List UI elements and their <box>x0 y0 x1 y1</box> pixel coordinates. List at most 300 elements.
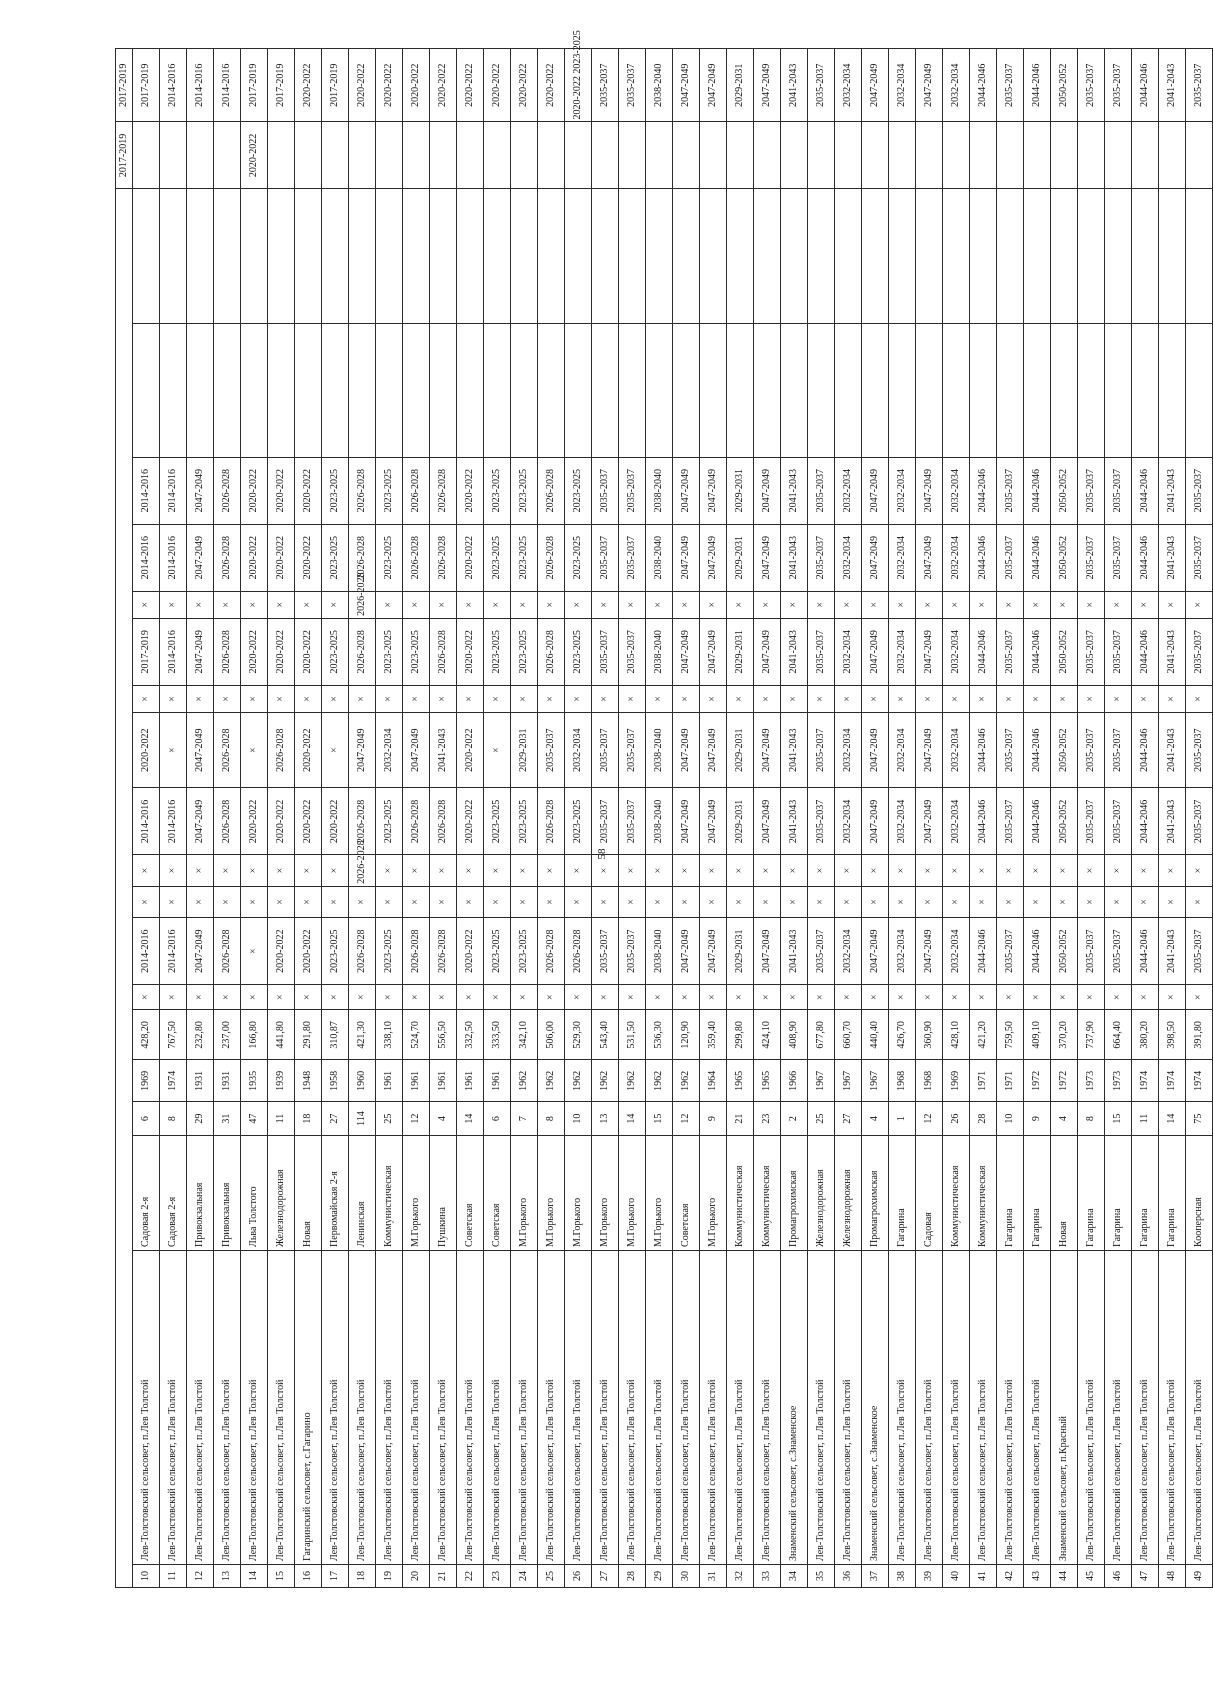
cell-c18 <box>295 189 322 323</box>
cell-c7: 2035-2037 <box>997 918 1024 985</box>
cell-n: 28 <box>619 1564 646 1587</box>
cell-c6: × <box>943 985 970 1010</box>
cell-c19: 2020-2022 <box>241 122 268 189</box>
cell-year: 1962 <box>538 1060 565 1102</box>
cell-c12: × <box>1024 685 1051 712</box>
cell-c14: × <box>295 591 322 618</box>
cell-c14: × <box>430 591 457 618</box>
cell-c12: × <box>727 685 754 712</box>
cell-c9: × <box>997 855 1024 886</box>
cell-c20: 2050-2052 <box>1051 49 1078 122</box>
cell-area: 237,00 <box>214 1010 241 1060</box>
cell-c8: × <box>457 886 484 917</box>
cell-house: 9 <box>700 1102 727 1135</box>
cell-addr: Лев-Толстовский сельсовет, п.Лев Толстой <box>538 1250 565 1564</box>
cell-year: 1958 <box>322 1060 349 1102</box>
cell-c10: 2044-2046 <box>970 788 997 855</box>
cell-year: 1974 <box>160 1060 187 1102</box>
cell-addr: Лев-Толстовский сельсовет, п.Лев Толстой <box>1078 1250 1105 1564</box>
cell-area: 426,70 <box>889 1010 916 1060</box>
cell-c12: × <box>970 685 997 712</box>
cell-street: Железнодорожная <box>808 1135 835 1250</box>
cell-c12: × <box>376 685 403 712</box>
cell-c12: × <box>241 685 268 712</box>
cell-year: 1965 <box>754 1060 781 1102</box>
cell-c10: 2014-2016 <box>160 788 187 855</box>
cell-house: 4 <box>430 1102 457 1135</box>
cell-street: Пушкина <box>430 1135 457 1250</box>
cell-street: М.Горького <box>565 1135 592 1250</box>
cell-year: 1968 <box>889 1060 916 1102</box>
cell-c14: × <box>1051 591 1078 618</box>
cell-c10: 2047-2049 <box>916 788 943 855</box>
cell-c18 <box>268 189 295 323</box>
cell-c15: 2041-2043 <box>1159 524 1186 591</box>
cell-c6: × <box>457 985 484 1010</box>
cell-c20: 2017-2019 <box>133 49 160 122</box>
rotated-page <box>115 30 1204 1588</box>
table-row <box>646 49 673 1588</box>
cell-c16: 2026-2028 <box>430 457 457 524</box>
cell-c15: 2026-2028 <box>538 524 565 591</box>
cell-c16: 2035-2037 <box>808 457 835 524</box>
cell-street: Гагарина <box>1024 1135 1051 1250</box>
cell-c10: 2047-2049 <box>754 788 781 855</box>
cell-n: 36 <box>835 1564 862 1587</box>
cell-addr: Лев-Толстовский сельсовет, п.Лев Толстой <box>835 1250 862 1564</box>
cell-c12: × <box>133 685 160 712</box>
cell-addr: Лев-Толстовский сельсовет, п.Лев Толстой <box>214 1250 241 1564</box>
table-row <box>1051 49 1078 1588</box>
cell-street: Коммунистическая <box>727 1135 754 1250</box>
cell-house: 28 <box>970 1102 997 1135</box>
cell-c7: 2029-2031 <box>727 918 754 985</box>
cell-c19 <box>349 122 376 189</box>
cell-year: 1973 <box>1105 1060 1132 1102</box>
cell-c7: 2050-2052 <box>1051 918 1078 985</box>
cell-c18 <box>376 189 403 323</box>
cell-c17 <box>538 323 565 457</box>
cell-c14: × <box>133 591 160 618</box>
cell-n: 30 <box>673 1564 700 1587</box>
cell-c11: 2047-2049 <box>403 713 430 788</box>
cell-street: М.Горького <box>511 1135 538 1250</box>
cell-c6: × <box>403 985 430 1010</box>
cell-c6: × <box>322 985 349 1010</box>
table-row <box>727 49 754 1588</box>
cell-c18 <box>943 189 970 323</box>
cell-c15: 2020-2022 <box>268 524 295 591</box>
cell-c13: 2050-2052 <box>1051 618 1078 685</box>
cell-c14: × <box>916 591 943 618</box>
cell-c14: × <box>754 591 781 618</box>
cell-c11: 2035-2037 <box>538 713 565 788</box>
cell-c8: × <box>592 886 619 917</box>
cell-c16: 2035-2037 <box>619 457 646 524</box>
table-row <box>997 49 1024 1588</box>
cell-c13: 2041-2043 <box>781 618 808 685</box>
cell-c15: 2020-2022 <box>457 524 484 591</box>
cell-c14: × <box>781 591 808 618</box>
table-row <box>1159 49 1186 1588</box>
cell-addr: Лев-Толстовский сельсовет, п.Лев Толстой <box>430 1250 457 1564</box>
cell-c12: × <box>889 685 916 712</box>
cell-c12: × <box>754 685 781 712</box>
cell-c14: × <box>403 591 430 618</box>
cell-c19 <box>511 122 538 189</box>
cell-c6: × <box>997 985 1024 1010</box>
cell-c10: 2020-2022 <box>268 788 295 855</box>
cell-addr: Лев-Толстовский сельсовет, п.Лев Толстой <box>592 1250 619 1564</box>
table-row <box>1105 49 1132 1588</box>
cell-c7: 2023-2025 <box>511 918 538 985</box>
cell-house: 21 <box>727 1102 754 1135</box>
table-row <box>808 49 835 1588</box>
cell-c11: 2026-2028 <box>268 713 295 788</box>
cell-c7: 2014-2016 <box>160 918 187 985</box>
cell-n: 17 <box>322 1564 349 1587</box>
cell-year: 1948 <box>295 1060 322 1102</box>
cell-c8: × <box>619 886 646 917</box>
cell-street: Привокзальная <box>214 1135 241 1250</box>
cell-c17 <box>160 323 187 457</box>
cell-c17 <box>673 323 700 457</box>
cell-c11: 2035-2037 <box>1186 713 1213 788</box>
cell-c12: × <box>1159 685 1186 712</box>
cell-c7: 2035-2037 <box>1078 918 1105 985</box>
cell-c11: 2044-2046 <box>1132 713 1159 788</box>
cell-c16: 2044-2046 <box>1024 457 1051 524</box>
cell-year: 1960 <box>349 1060 376 1102</box>
cell-c19 <box>403 122 430 189</box>
cell-house: 6 <box>484 1102 511 1135</box>
cell-area: 299,80 <box>727 1010 754 1060</box>
cell-c19 <box>1024 122 1051 189</box>
cell-c15: 2020-2022 <box>295 524 322 591</box>
cell-c16: 2041-2043 <box>1159 457 1186 524</box>
cell-c17 <box>997 323 1024 457</box>
cell-c15: 2029-2031 <box>727 524 754 591</box>
cell-c8: × <box>1024 886 1051 917</box>
cell-c16: 2032-2034 <box>889 457 916 524</box>
cell-c9: × <box>484 855 511 886</box>
cell-c17 <box>700 323 727 457</box>
cell-c10: 2032-2034 <box>835 788 862 855</box>
cell-c7: 2026-2028 <box>565 918 592 985</box>
cell-c7: 2020-2022 <box>457 918 484 985</box>
cell-c14: × <box>808 591 835 618</box>
cell-c9: × <box>322 855 349 886</box>
cell-c6: × <box>916 985 943 1010</box>
cell-c13: 2035-2037 <box>1105 618 1132 685</box>
cell-house: 47 <box>241 1102 268 1135</box>
cell-c6: × <box>1024 985 1051 1010</box>
cell-c12: × <box>781 685 808 712</box>
cell-c10: 2026-2028 <box>214 788 241 855</box>
cell-c19 <box>619 122 646 189</box>
cell-c15: 2044-2046 <box>1024 524 1051 591</box>
cell-c16: 2044-2046 <box>1132 457 1159 524</box>
cell-c13: 2035-2037 <box>997 618 1024 685</box>
cell-c6: × <box>538 985 565 1010</box>
cell-area: 398,50 <box>1159 1010 1186 1060</box>
cell-c8: × <box>322 886 349 917</box>
cell-c14: × <box>1105 591 1132 618</box>
cell-c9: × <box>916 855 943 886</box>
cell-c16: 2014-2016 <box>133 457 160 524</box>
cell-c7: 2023-2025 <box>484 918 511 985</box>
cell-addr: Лев-Толстовский сельсовет, п.Лев Толстой <box>619 1250 646 1564</box>
cell-year: 1961 <box>484 1060 511 1102</box>
cell-area: 536,30 <box>646 1010 673 1060</box>
cell-c8: × <box>862 886 889 917</box>
cell-c9: 2026-2028 <box>349 855 376 886</box>
cell-c17 <box>1132 323 1159 457</box>
cell-house: 10 <box>565 1102 592 1135</box>
cell-c8: × <box>430 886 457 917</box>
cell-c17 <box>511 323 538 457</box>
cell-c12: × <box>916 685 943 712</box>
cell-street: Гагарина <box>1105 1135 1132 1250</box>
cell-c13: 2023-2025 <box>565 618 592 685</box>
cell-c6: × <box>484 985 511 1010</box>
cell-c10: 2029-2031 <box>727 788 754 855</box>
cell-c11: 2047-2049 <box>187 713 214 788</box>
cell-c18 <box>484 189 511 323</box>
cell-c11: 2026-2028 <box>214 713 241 788</box>
cell-c7: 2041-2043 <box>1159 918 1186 985</box>
cell-area: 737,90 <box>1078 1010 1105 1060</box>
cell-c16: 2047-2049 <box>673 457 700 524</box>
cell-c11: × <box>241 713 268 788</box>
cell-c15: 2041-2043 <box>781 524 808 591</box>
cell-c8: × <box>538 886 565 917</box>
cell-year: 1974 <box>1159 1060 1186 1102</box>
cell-c20: 2017-2019 <box>322 49 349 122</box>
cell-n: 13 <box>214 1564 241 1587</box>
head-spacer <box>116 189 133 1588</box>
table-row <box>1024 49 1051 1588</box>
cell-c19 <box>727 122 754 189</box>
cell-c10: 2023-2025 <box>484 788 511 855</box>
cell-c18 <box>673 189 700 323</box>
cell-c13: 2035-2037 <box>1186 618 1213 685</box>
cell-c17 <box>1186 323 1213 457</box>
cell-c14: × <box>484 591 511 618</box>
cell-c7: 2047-2049 <box>187 918 214 985</box>
cell-c11: 2041-2043 <box>1159 713 1186 788</box>
cell-addr: Гагаринский сельсовет, с.Гагарино <box>295 1250 322 1564</box>
cell-c14: × <box>1024 591 1051 618</box>
cell-c19 <box>808 122 835 189</box>
cell-c17 <box>943 323 970 457</box>
table-row <box>970 49 997 1588</box>
cell-area: 440,40 <box>862 1010 889 1060</box>
cell-c19 <box>133 122 160 189</box>
cell-c11: 2032-2034 <box>376 713 403 788</box>
cell-c18 <box>970 189 997 323</box>
cell-c14: × <box>673 591 700 618</box>
cell-c7: 2035-2037 <box>808 918 835 985</box>
cell-c14: × <box>241 591 268 618</box>
cell-c6: × <box>1186 985 1213 1010</box>
cell-area: 338,10 <box>376 1010 403 1060</box>
cell-c15: 2035-2037 <box>1105 524 1132 591</box>
cell-c7: 2038-2040 <box>646 918 673 985</box>
page-number: 58 <box>596 848 608 860</box>
cell-area: 531,50 <box>619 1010 646 1060</box>
cell-n: 37 <box>862 1564 889 1587</box>
cell-street: Льва Толстого <box>241 1135 268 1250</box>
cell-c19 <box>295 122 322 189</box>
cell-year: 1968 <box>916 1060 943 1102</box>
cell-c11: 2050-2052 <box>1051 713 1078 788</box>
cell-house: 4 <box>862 1102 889 1135</box>
cell-c19 <box>754 122 781 189</box>
cell-n: 47 <box>1132 1564 1159 1587</box>
cell-c15: 2032-2034 <box>835 524 862 591</box>
cell-n: 45 <box>1078 1564 1105 1587</box>
cell-c8: × <box>781 886 808 917</box>
cell-c16: 2032-2034 <box>943 457 970 524</box>
table-row <box>592 49 619 1588</box>
cell-area: 428,10 <box>943 1010 970 1060</box>
cell-c13: 2023-2025 <box>511 618 538 685</box>
cell-c11: 2047-2049 <box>862 713 889 788</box>
cell-street: Первомайская 2-я <box>322 1135 349 1250</box>
table-head-row <box>116 49 133 1588</box>
cell-street: Коммунистическая <box>970 1135 997 1250</box>
cell-house: 27 <box>322 1102 349 1135</box>
cell-c17 <box>214 323 241 457</box>
cell-c16: 2029-2031 <box>727 457 754 524</box>
cell-c15: 2047-2049 <box>916 524 943 591</box>
cell-area: 421,30 <box>349 1010 376 1060</box>
cell-c12: × <box>214 685 241 712</box>
cell-c20: 2035-2037 <box>592 49 619 122</box>
cell-c9: × <box>133 855 160 886</box>
cell-c7: 2026-2028 <box>349 918 376 985</box>
cell-c19 <box>214 122 241 189</box>
cell-c10: 2035-2037 <box>1078 788 1105 855</box>
cell-c13: 2047-2049 <box>700 618 727 685</box>
cell-c17 <box>457 323 484 457</box>
table-row <box>1078 49 1105 1588</box>
cell-c20: 2047-2049 <box>862 49 889 122</box>
cell-street: Садовая 2-я <box>133 1135 160 1250</box>
cell-c11: × <box>484 713 511 788</box>
cell-area: 424,10 <box>754 1010 781 1060</box>
table-row <box>268 49 295 1588</box>
cell-c10: 2041-2043 <box>1159 788 1186 855</box>
cell-addr: Лев-Толстовский сельсовет, п.Лев Толстой <box>403 1250 430 1564</box>
cell-c7: 2026-2028 <box>214 918 241 985</box>
cell-c6: × <box>268 985 295 1010</box>
cell-c18 <box>1186 189 1213 323</box>
cell-n: 10 <box>133 1564 160 1587</box>
cell-c20: 2014-2016 <box>187 49 214 122</box>
cell-area: 232,80 <box>187 1010 214 1060</box>
cell-c19 <box>673 122 700 189</box>
cell-c10: 2020-2022 <box>295 788 322 855</box>
cell-c15: 2044-2046 <box>1132 524 1159 591</box>
cell-c15: 2035-2037 <box>808 524 835 591</box>
cell-c20: 2017-2019 <box>268 49 295 122</box>
cell-c18 <box>511 189 538 323</box>
cell-c14: × <box>160 591 187 618</box>
cell-c8: × <box>349 886 376 917</box>
cell-street: Промагрохимская <box>862 1135 889 1250</box>
cell-c20: 2047-2049 <box>916 49 943 122</box>
cell-street: Ленинская <box>349 1135 376 1250</box>
cell-c12: × <box>187 685 214 712</box>
cell-year: 1962 <box>565 1060 592 1102</box>
cell-house: 12 <box>673 1102 700 1135</box>
table-row <box>430 49 457 1588</box>
cell-c13: 2035-2037 <box>808 618 835 685</box>
cell-addr: Лев-Толстовский сельсовет, п.Лев Толстой <box>565 1250 592 1564</box>
cell-year: 1962 <box>646 1060 673 1102</box>
cell-c15: 2047-2049 <box>754 524 781 591</box>
cell-street: Кооперсная <box>1186 1135 1213 1250</box>
cell-year: 1972 <box>1051 1060 1078 1102</box>
cell-c7: 2047-2049 <box>673 918 700 985</box>
cell-c8: × <box>268 886 295 917</box>
cell-c7: 2035-2037 <box>1186 918 1213 985</box>
cell-year: 1962 <box>673 1060 700 1102</box>
cell-c7: 2023-2025 <box>376 918 403 985</box>
cell-house: 15 <box>1105 1102 1132 1135</box>
cell-c17 <box>781 323 808 457</box>
cell-c15: 2014-2016 <box>160 524 187 591</box>
cell-c16: 2035-2037 <box>1078 457 1105 524</box>
cell-c7: 2035-2037 <box>619 918 646 985</box>
cell-addr: Лев-Толстовский сельсовет, п.Лев Толстой <box>700 1250 727 1564</box>
cell-c17 <box>295 323 322 457</box>
cell-area: 359,40 <box>700 1010 727 1060</box>
cell-c19 <box>700 122 727 189</box>
cell-year: 1962 <box>511 1060 538 1102</box>
cell-year: 1961 <box>376 1060 403 1102</box>
cell-c7: 2044-2046 <box>1024 918 1051 985</box>
cell-c12: × <box>619 685 646 712</box>
cell-c18 <box>808 189 835 323</box>
cell-c14: × <box>1132 591 1159 618</box>
cell-addr: Лев-Толстовский сельсовет, п.Лев Толстой <box>1132 1250 1159 1564</box>
cell-area: 291,80 <box>295 1010 322 1060</box>
cell-area: 767,50 <box>160 1010 187 1060</box>
cell-house: 4 <box>1051 1102 1078 1135</box>
cell-area: 409,10 <box>1024 1010 1051 1060</box>
cell-c11: 2020-2022 <box>133 713 160 788</box>
cell-area: 120,90 <box>673 1010 700 1060</box>
cell-c10: 2047-2049 <box>700 788 727 855</box>
cell-c18 <box>457 189 484 323</box>
cell-c12: × <box>1132 685 1159 712</box>
cell-c14: × <box>619 591 646 618</box>
cell-house: 14 <box>457 1102 484 1135</box>
cell-c16: 2041-2043 <box>781 457 808 524</box>
cell-addr: Лев-Толстовский сельсовет, п.Лев Толстой <box>322 1250 349 1564</box>
cell-c18 <box>592 189 619 323</box>
cell-c6: × <box>1105 985 1132 1010</box>
cell-c16: 2047-2049 <box>862 457 889 524</box>
cell-c8: × <box>889 886 916 917</box>
cell-year: 1964 <box>700 1060 727 1102</box>
cell-c13: 2023-2025 <box>484 618 511 685</box>
cell-area: 380,20 <box>1132 1010 1159 1060</box>
cell-c8: × <box>970 886 997 917</box>
